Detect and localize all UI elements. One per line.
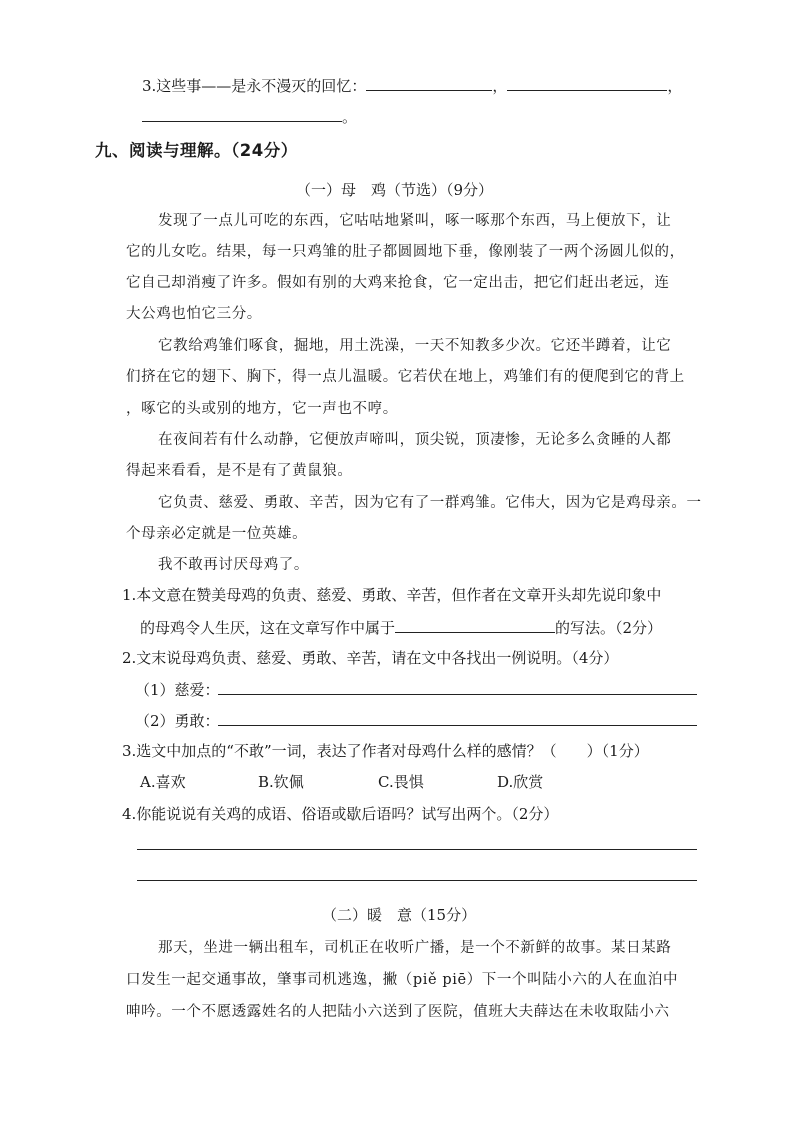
option-a[interactable]: A.喜欢 [140, 773, 186, 791]
passage-1-line: 在夜间若有什么动静，它便放声啼叫，顶尖锐，顶凄惨，无论多么贪睡的人都 [158, 432, 672, 448]
passage-1-line: 它负责、慈爱、勇敢、辛苦，因为它有了一群鸡雏。它伟大，因为它是鸡母亲。一 [158, 495, 702, 511]
question-3: 3.选文中加点的“不敢”一词，表达了作者对母鸡什么样的感情？（ ）（1分） [122, 742, 649, 760]
answer-blank-q1[interactable] [395, 618, 555, 633]
passage-1-title: （一）母 鸡（节选）（9分） [296, 181, 494, 199]
section-9-heading: 九、阅读与理解。（24分） [95, 141, 298, 160]
passage-2-line: 呻吟。一个不愿透露姓名的人把陆小六送到了医院，值班大夫薛达在未收取陆小六 [126, 1004, 670, 1020]
passage-1-line: 个母亲必定就是一位英雄。 [126, 526, 308, 542]
passage-2-title: （二）暖 意（15分） [322, 906, 477, 924]
passage-1-line: 它教给鸡雏们啄食，掘地，用土洗澡，一天不知教多少次。它还半蹲着，让它 [158, 338, 672, 354]
answer-blank-1[interactable] [366, 76, 492, 91]
answer-line-brave[interactable] [218, 725, 697, 726]
passage-1-line: 它自己却消瘦了许多。假如有别的大鸡来抢食，它一定出击，把它们赶出老远，连 [126, 275, 670, 291]
passage-1-line: 发现了一点儿可吃的东西，它咕咕地紧叫，啄一啄那个东西，马上便放下，让 [158, 213, 672, 229]
question-2-1-label: （1）慈爱： [135, 681, 220, 699]
period: 。 [342, 108, 358, 126]
question-2: 2.文末说母鸡负责、慈爱、勇敢、辛苦，请在文中各找出一例说明。（4分） [122, 649, 619, 667]
passage-2-line: 那天，坐进一辆出租车，司机正在收听广播，是一个不新鲜的故事。某日某路 [158, 940, 672, 956]
question-3-line2 [142, 106, 357, 127]
answer-blank-3[interactable] [142, 107, 342, 122]
question-1-line2 [140, 617, 662, 638]
question-3-memory [142, 75, 682, 96]
passage-1-line: 大公鸡也怕它三分。 [126, 306, 262, 322]
question-4: 4.你能说说有关鸡的成语、俗语或歇后语吗？试写出两个。（2分） [122, 805, 559, 823]
question-1-line1: 1.本文意在赞美母鸡的负责、慈爱、勇敢、辛苦，但作者在文章开头却先说印象中 [122, 586, 662, 604]
passage-1-line: 得起来看看，是不是有了黄鼠狼。 [126, 463, 353, 479]
answer-line-2[interactable] [137, 880, 697, 881]
separator: ， [492, 77, 508, 95]
separator: ， [667, 77, 683, 95]
option-b[interactable]: B.钦佩 [258, 773, 304, 791]
option-d[interactable]: D.欣赏 [497, 773, 544, 791]
passage-1-line: 它的儿女吃。结果，每一只鸡雏的肚子都圆圆地下垂，像刚装了一两个汤圆儿似的， [126, 244, 685, 260]
answer-line-1[interactable] [137, 849, 697, 850]
question-3-text: 3.这些事——是永不漫灭的回忆： [142, 77, 367, 95]
answer-line-love[interactable] [218, 694, 697, 695]
passage-2-line: 口发生一起交通事故，肇事司机逃逸，撇（piě piē）下一个叫陆小六的人在血泊中 [126, 972, 679, 988]
passage-1-line: 我不敢再讨厌母鸡了。 [158, 557, 309, 573]
option-c[interactable]: C.畏惧 [378, 773, 424, 791]
answer-blank-2[interactable] [507, 76, 667, 91]
question-1-points: 的写法。（2分） [555, 619, 663, 637]
question-2-2-label: （2）勇敢： [135, 712, 220, 730]
question-1-text: 的母鸡令人生厌，这在文章写作中属于 [140, 619, 396, 637]
passage-1-line: 们挤在它的翅下、胸下，得一点儿温暖。它若伏在地上，鸡雏们有的便爬到它的背上 [126, 369, 685, 385]
passage-1-line: ，啄它的头或别的地方，它一声也不哼。 [126, 401, 398, 417]
